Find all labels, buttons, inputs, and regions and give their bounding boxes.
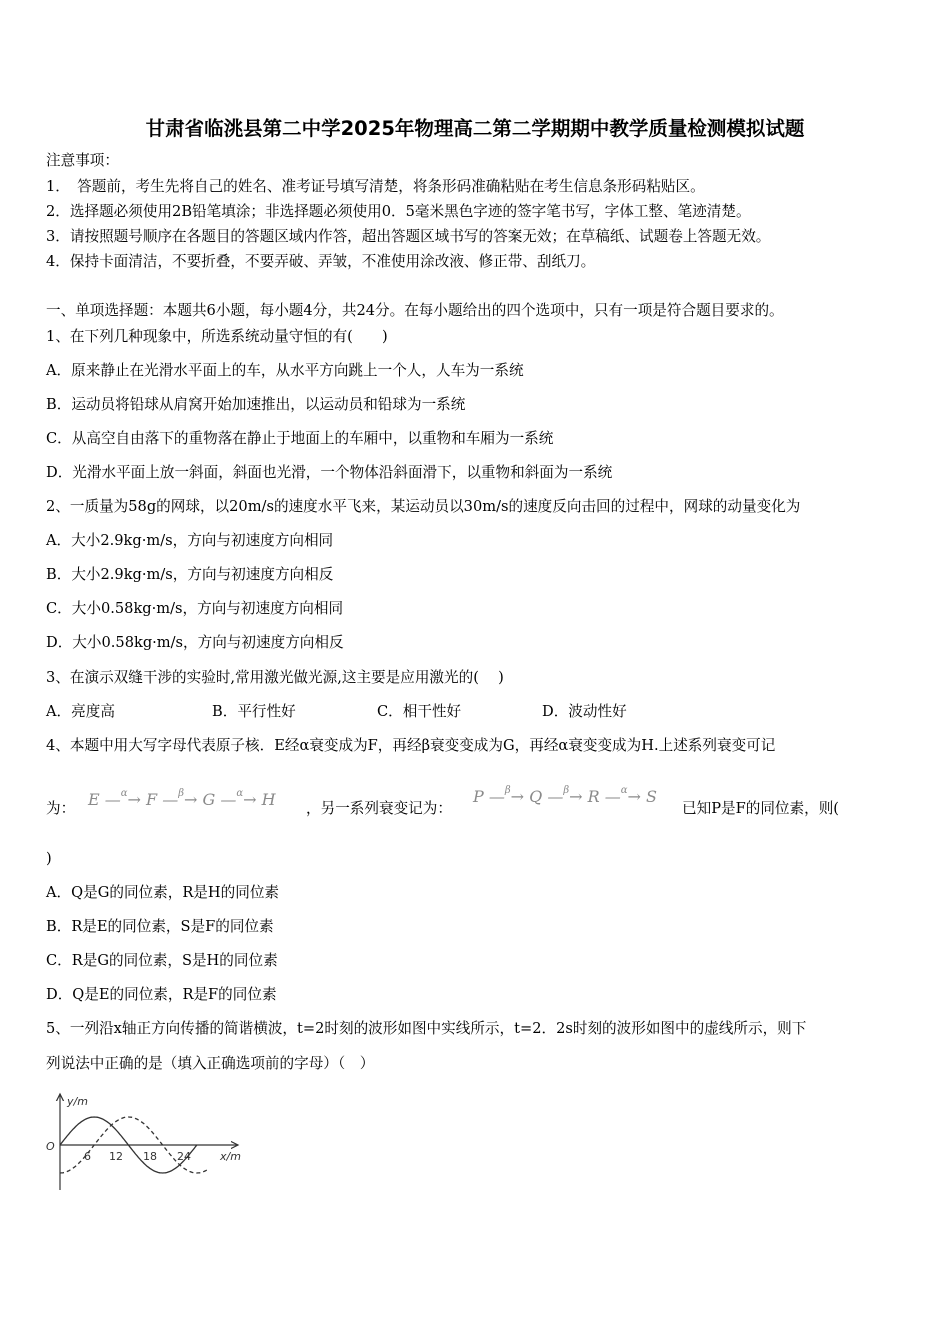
- x-tick-label: 18: [143, 1150, 157, 1163]
- x-tick-label: 24: [177, 1150, 191, 1163]
- question-2-option-c: C．大小0.58kg·m/s，方向与初速度方向相同: [46, 600, 344, 617]
- question-4-lead: 为：: [46, 800, 76, 817]
- question-4-close: ): [46, 850, 52, 867]
- notice-item: 1． 答题前，考生先将自己的姓名、准考证号填写清楚，将条形码准确粘贴在考生信息条形码粘贴区。: [46, 178, 705, 195]
- chain-particle: α: [236, 788, 244, 799]
- question-4-option-a: A．Q是G的同位素，R是H的同位素: [46, 884, 280, 901]
- notice-heading: 注意事项：: [46, 152, 119, 169]
- notice-item: 3．请按照题号顺序在各题目的答题区域内作答，超出答题区域书写的答案无效；在草稿纸、试题卷上答题无效。: [46, 228, 771, 245]
- chain-node: R: [587, 787, 600, 806]
- decay-chain-1: E —$^\alpha$→ F —$^\beta$→ G —$^\alpha$→ H: [88, 788, 276, 809]
- chain-node: H: [261, 790, 276, 809]
- question-3-option-b: B．平行性好: [212, 703, 296, 720]
- question-3-stem: 3、在演示双缝干涉的实验时,常用激光做光源,这主要是应用激光的( ): [46, 669, 504, 686]
- question-1-stem: 1、在下列几种现象中，所选系统动量守恒的有( ): [46, 328, 388, 345]
- question-4-mid: ，另一系列衰变记为：: [306, 800, 452, 817]
- question-3-option-a: A．亮度高: [46, 703, 115, 720]
- question-5-line-2: 列说法中正确的是（填入正确选项前的字母）（ ）: [46, 1055, 375, 1072]
- question-4-option-b: B．R是E的同位素，S是F的同位素: [46, 918, 274, 935]
- question-2-option-d: D．大小0.58kg·m/s，方向与初速度方向相反: [46, 634, 344, 651]
- question-4-option-c: C．R是G的同位素，S是H的同位素: [46, 952, 278, 969]
- wave-graph: [40, 1088, 250, 1193]
- notice-item: 2．选择题必须使用2B铅笔填涂；非选择题必须使用0．5毫米黑色字迹的签字笔书写，字体工整、笔迹清楚。: [46, 203, 751, 220]
- chain-node: S: [646, 787, 658, 806]
- question-2-stem: 2、一质量为58g的网球，以20m/s的速度水平飞来，某运动员以30m/s的速度反向击回的过程中，网球的动量变化为: [46, 498, 801, 515]
- x-tick-label: 12: [109, 1150, 123, 1163]
- y-axis-label: y/m: [67, 1095, 88, 1108]
- origin-label: O: [46, 1140, 55, 1153]
- question-5-line-1: 5、一列沿x轴正方向传播的简谐横波，t=2时刻的波形如图中实线所示，t=2．2s时刻的波形如图中的虚线所示，则下: [46, 1020, 807, 1037]
- question-1-option-c: C．从高空自由落下的重物落在静止于地面上的车厢中，以重物和车厢为一系统: [46, 430, 554, 447]
- question-4-stem: 4、本题中用大写字母代表原子核．E经α衰变成为F，再经β衰变变成为G，再经α衰变变成为H.上述系列衰变可记: [46, 737, 776, 754]
- question-3-option-c: C．相干性好: [377, 703, 462, 720]
- question-1-option-a: A．原来静止在光滑水平面上的车，从水平方向跳上一个人，人车为一系统: [46, 362, 524, 379]
- x-tick-label: 6: [84, 1150, 91, 1163]
- question-3-option-d: D．波动性好: [542, 703, 627, 720]
- chain-particle: β: [504, 785, 511, 796]
- chain-particle: β: [563, 785, 570, 796]
- section-heading: 一、单项选择题：本题共6小题，每小题4分，共24分。在每小题给出的四个选项中，只有一项是符合题目要求的。: [46, 302, 784, 319]
- question-4-option-d: D．Q是E的同位素，R是F的同位素: [46, 986, 277, 1003]
- chain-node: F: [146, 790, 158, 809]
- page-title: 甘肃省临洮县第二中学2025年物理高二第二学期期中教学质量检测模拟试题: [145, 117, 805, 140]
- question-1-option-b: B．运动员将铅球从肩窝开始加速推出，以运动员和铅球为一系统: [46, 396, 466, 413]
- chain-node: E: [88, 790, 100, 809]
- chain-node: G: [202, 790, 216, 809]
- question-1-option-d: D．光滑水平面上放一斜面，斜面也光滑，一个物体沿斜面滑下，以重物和斜面为一系统: [46, 464, 613, 481]
- question-2-option-a: A．大小2.9kg·m/s，方向与初速度方向相同: [46, 532, 334, 549]
- question-4-tail: 已知P是F的同位素，则(: [682, 800, 839, 817]
- decay-chain-2: P —$^\beta$→ Q —$^\beta$→ R —$^\alpha$→ S: [473, 785, 658, 806]
- chain-particle: β: [178, 788, 185, 799]
- chain-particle: α: [120, 788, 128, 799]
- question-2-option-b: B．大小2.9kg·m/s，方向与初速度方向相反: [46, 566, 334, 583]
- chain-node: P: [473, 787, 484, 806]
- chain-node: Q: [529, 787, 543, 806]
- chain-particle: α: [620, 785, 628, 796]
- notice-item: 4．保持卡面清洁，不要折叠，不要弄破、弄皱，不准使用涂改液、修正带、刮纸刀。: [46, 253, 596, 270]
- x-axis-label: x/m: [220, 1150, 241, 1163]
